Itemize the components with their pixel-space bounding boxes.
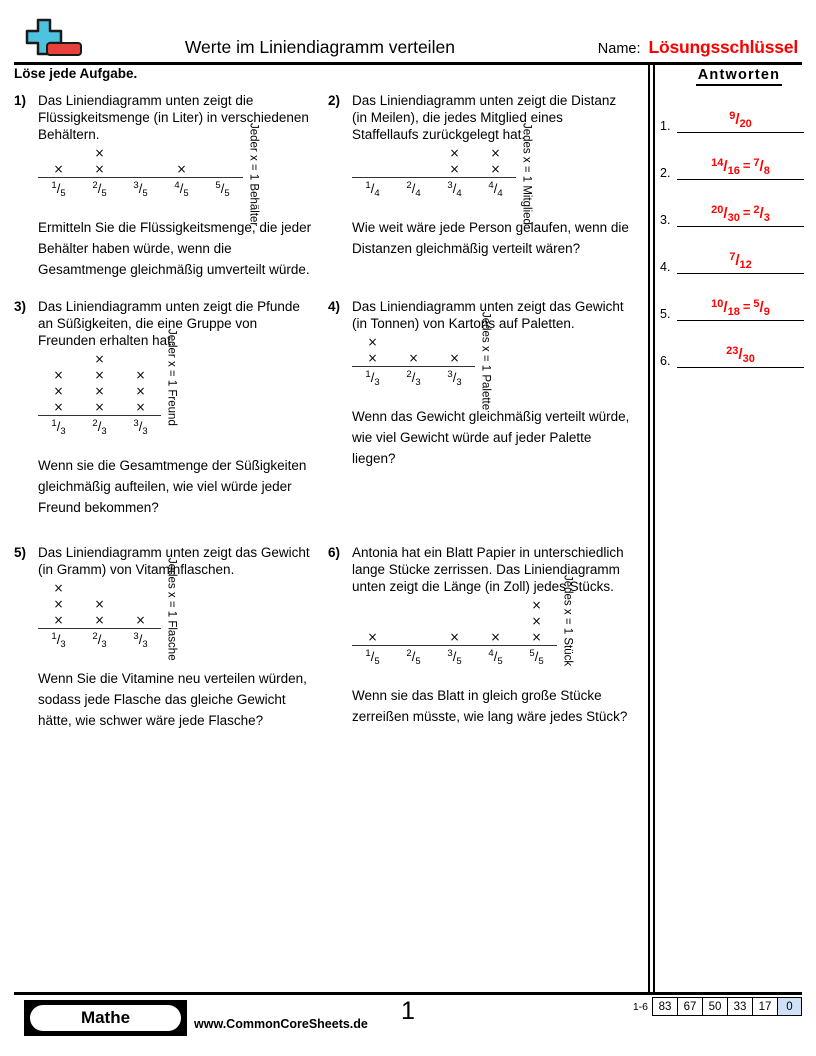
plot-x-mark: × xyxy=(94,162,105,176)
plot-tick-label: $^3/_3$ xyxy=(447,369,462,388)
question-prompt-text: Wenn sie die Gesamtmenge der Süßigkeiten gleichmäßig aufteilen, wie viel würde jeder Freund bekommen? xyxy=(38,458,307,515)
question-intro-text: Antonia hat ein Blatt Papier in unterschiedlich lange Stücke zerrissen. Das Liniendiagramm unten zeigt die Länge (in Zoll) jedes Stücks. xyxy=(352,545,624,594)
question-prompt-text: Wenn sie das Blatt in gleich große Stücke zerreißen müsste, wie lang wäre jedes Stück? xyxy=(352,688,628,724)
plot-column xyxy=(434,629,475,645)
plot-column xyxy=(161,161,202,177)
plot-tick-label: $^4/_5$ xyxy=(488,648,503,667)
answers-heading: Antworten xyxy=(696,67,783,86)
plot-tick-label: $^2/_5$ xyxy=(406,648,421,667)
plot-key-label: Jedes x = 1 Mitglied xyxy=(520,123,533,225)
answer-row xyxy=(660,150,804,180)
answer-row xyxy=(660,291,804,321)
line-plot xyxy=(38,329,316,437)
plot-x-mark: × xyxy=(94,352,105,366)
plot-x-mark: × xyxy=(449,351,460,365)
plot-x-mark: × xyxy=(490,630,501,644)
plot-x-mark: × xyxy=(94,400,105,414)
page-header xyxy=(14,14,802,62)
plot-tick-label: $^3/_5$ xyxy=(133,180,148,199)
plot-column xyxy=(516,597,557,645)
plot-column xyxy=(434,350,475,366)
plot-key-label: Jeder x = 1 Behälter xyxy=(247,123,260,227)
question-row xyxy=(14,92,642,280)
answer-value: $^{10}/_{18}$ = $^5/_9$ xyxy=(677,299,804,321)
plot-tick-label: $^5/_5$ xyxy=(529,648,544,667)
plot-x-mark: × xyxy=(531,598,542,612)
score-cell: 50 xyxy=(702,997,727,1016)
question-intro-text: Das Liniendiagramm unten zeigt die Pfunde an Süßigkeiten, die eine Gruppe von Freunden erhalten hat. xyxy=(38,299,300,348)
question-number: 2) xyxy=(328,93,341,108)
plot-tick-label: $^1/_5$ xyxy=(365,648,380,667)
plot-x-mark: × xyxy=(94,613,105,627)
plot-column xyxy=(79,351,120,415)
plot-tick-label: $^5/_5$ xyxy=(215,180,230,199)
plot-tick-label: $^3/_4$ xyxy=(447,180,462,199)
column-divider xyxy=(648,62,655,992)
question-intro-text: Das Liniendiagramm unten zeigt die Distanz (in Meilen), die jedes Mitglied eines Staffellaufs zurückgelegt hat. xyxy=(352,93,617,142)
score-cell: 17 xyxy=(752,997,777,1016)
question-prompt-text: Ermitteln Sie die Flüssigkeitsmenge, die jeder Behälter haben würde, wenn die Gesamtmenge gleichmäßig umverteilt würde. xyxy=(38,220,312,277)
line-plot xyxy=(352,575,630,667)
plot-tick-label: $^3/_5$ xyxy=(447,648,462,667)
page-footer xyxy=(14,995,802,1043)
plot-key-label: Jeder x = 1 Freund xyxy=(165,329,178,426)
score-scale xyxy=(633,997,802,1016)
plot-column xyxy=(79,596,120,628)
plot-tick-label: $^1/_4$ xyxy=(365,180,380,199)
plot-x-mark: × xyxy=(449,162,460,176)
question-cell-3 xyxy=(14,298,328,518)
score-cell: 0 xyxy=(777,997,802,1016)
answer-key-label: Lösungsschlüssel xyxy=(648,37,798,57)
subject-badge-label: Mathe xyxy=(30,1005,181,1031)
question-header xyxy=(328,544,630,595)
plot-tick-label: $^2/_3$ xyxy=(92,631,107,650)
score-cell: 67 xyxy=(677,997,702,1016)
plot-column xyxy=(38,367,79,415)
plot-x-mark: × xyxy=(449,630,460,644)
answer-index: 4. xyxy=(660,259,671,274)
line-plot xyxy=(38,123,316,227)
plot-column xyxy=(38,580,79,628)
plot-x-mark: × xyxy=(176,162,187,176)
plot-x-mark: × xyxy=(53,384,64,398)
line-plot xyxy=(352,123,630,225)
instructions-text: Löse jede Aufgabe. xyxy=(14,66,138,81)
website-url: www.CommonCoreSheets.de xyxy=(194,1017,368,1031)
plot-x-mark: × xyxy=(490,146,501,160)
plot-x-mark: × xyxy=(53,368,64,382)
plot-tick-label: $^1/_3$ xyxy=(51,418,66,437)
plot-column xyxy=(120,367,161,415)
name-label: Name: xyxy=(597,41,641,57)
plot-x-mark: × xyxy=(53,597,64,611)
plot-x-mark: × xyxy=(367,335,378,349)
answer-value: $^{20}/_{30}$ = $^2/_3$ xyxy=(677,205,804,227)
name-field-group xyxy=(598,37,802,62)
question-number: 3) xyxy=(14,299,27,314)
question-header xyxy=(14,92,316,143)
plot-tick-label: $^1/_3$ xyxy=(51,631,66,650)
question-prompt-text: Wenn Sie die Vitamine neu verteilen würden, sodass jede Flasche das gleiche Gewicht hätte, wie schwer wäre jede Flasche? xyxy=(38,671,307,728)
answer-index: 5. xyxy=(660,306,671,321)
plot-x-mark: × xyxy=(135,368,146,382)
question-number: 1) xyxy=(14,93,27,108)
question-row xyxy=(14,544,642,731)
answer-value: $^{23}/_{30}$ xyxy=(677,346,804,368)
plot-x-mark: × xyxy=(53,400,64,414)
answer-index: 6. xyxy=(660,353,671,368)
question-intro-text: Das Liniendiagramm unten zeigt die Flüssigkeitsmenge (in Liter) in verschiedenen Behältern. xyxy=(38,93,309,142)
answer-index: 3. xyxy=(660,212,671,227)
plot-x-mark: × xyxy=(367,351,378,365)
question-header xyxy=(328,92,630,143)
answer-row xyxy=(660,244,804,274)
header-divider xyxy=(14,62,802,65)
score-cell: 83 xyxy=(652,997,677,1016)
answers-list xyxy=(660,103,804,368)
plot-column xyxy=(393,350,434,366)
plot-x-mark: × xyxy=(449,146,460,160)
minus-icon xyxy=(46,42,82,56)
plot-x-mark: × xyxy=(490,162,501,176)
question-cell-1 xyxy=(14,92,328,280)
plot-column xyxy=(434,145,475,177)
plot-tick-label: $^2/_3$ xyxy=(406,369,421,388)
answer-row xyxy=(660,103,804,133)
plot-x-mark: × xyxy=(135,613,146,627)
plot-x-mark: × xyxy=(408,351,419,365)
question-cell-2 xyxy=(328,92,642,280)
plot-key-label: Jedes x = 1 Flasche xyxy=(165,558,178,661)
plot-x-mark: × xyxy=(94,384,105,398)
plot-tick-label: $^3/_3$ xyxy=(133,418,148,437)
plot-x-mark: × xyxy=(94,597,105,611)
answer-row xyxy=(660,197,804,227)
plot-x-mark: × xyxy=(94,146,105,160)
plot-column xyxy=(38,161,79,177)
plot-column xyxy=(352,629,393,645)
plot-x-mark: × xyxy=(53,162,64,176)
plot-tick-label: $^4/_5$ xyxy=(174,180,189,199)
plot-column xyxy=(120,612,161,628)
plot-tick-label: $^2/_5$ xyxy=(92,180,107,199)
question-prompt-text: Wie weit wäre jede Person gelaufen, wenn die Distanzen gleichmäßig verteilt wären? xyxy=(352,220,629,256)
question-number: 4) xyxy=(328,299,341,314)
question-cell-4 xyxy=(328,298,642,518)
plot-column xyxy=(79,145,120,177)
answer-value: $^7/_{12}$ xyxy=(677,252,804,274)
plot-column xyxy=(475,145,516,177)
plot-x-mark: × xyxy=(531,614,542,628)
question-number: 6) xyxy=(328,545,341,560)
plot-key-label: Jedes x = 1 Stück xyxy=(561,575,574,667)
plot-x-mark: × xyxy=(135,384,146,398)
plot-tick-label: $^3/_3$ xyxy=(133,631,148,650)
plot-column xyxy=(352,334,393,366)
answer-value: $^{14}/_{16}$ = $^7/_8$ xyxy=(677,158,804,180)
answer-index: 1. xyxy=(660,118,671,133)
plot-tick-label: $^4/_4$ xyxy=(488,180,503,199)
question-cell-5 xyxy=(14,544,328,731)
plot-column xyxy=(475,629,516,645)
plot-tick-label: $^1/_3$ xyxy=(365,369,380,388)
answer-value: $^9/_{20}$ xyxy=(677,111,804,133)
question-cell-6 xyxy=(328,544,642,731)
plot-x-mark: × xyxy=(53,581,64,595)
plot-x-mark: × xyxy=(531,630,542,644)
question-intro-text: Das Liniendiagramm unten zeigt das Gewicht (in Tonnen) von Kartons auf Paletten. xyxy=(352,299,624,331)
score-cells xyxy=(652,997,802,1016)
plot-tick-label: $^1/_5$ xyxy=(51,180,66,199)
score-range-label: 1-6 xyxy=(632,1000,648,1013)
question-row xyxy=(14,298,642,518)
plot-tick-label: $^2/_3$ xyxy=(92,418,107,437)
question-number: 5) xyxy=(14,545,27,560)
plot-key-label: Jedes x = 1 Palette xyxy=(479,312,492,411)
page-number: 1 xyxy=(401,997,415,1025)
question-intro-text: Das Liniendiagramm unten zeigt das Gewicht (in Gramm) von Vitaminflaschen. xyxy=(38,545,310,577)
answer-row xyxy=(660,338,804,368)
plot-x-mark: × xyxy=(367,630,378,644)
answers-column xyxy=(660,66,804,368)
score-cell: 33 xyxy=(727,997,752,1016)
answer-index: 2. xyxy=(660,165,671,180)
plot-x-mark: × xyxy=(94,368,105,382)
plot-x-mark: × xyxy=(53,613,64,627)
plus-minus-icon xyxy=(14,16,82,62)
plot-tick-label: $^2/_4$ xyxy=(406,180,421,199)
questions-grid xyxy=(14,92,642,731)
question-prompt-text: Wenn das Gewicht gleichmäßig verteilt würde, wie viel Gewicht würde auf jeder Palette liegen? xyxy=(352,409,630,466)
page-title: Werte im Liniendiagramm verteilen xyxy=(184,37,455,57)
plot-x-mark: × xyxy=(135,400,146,414)
